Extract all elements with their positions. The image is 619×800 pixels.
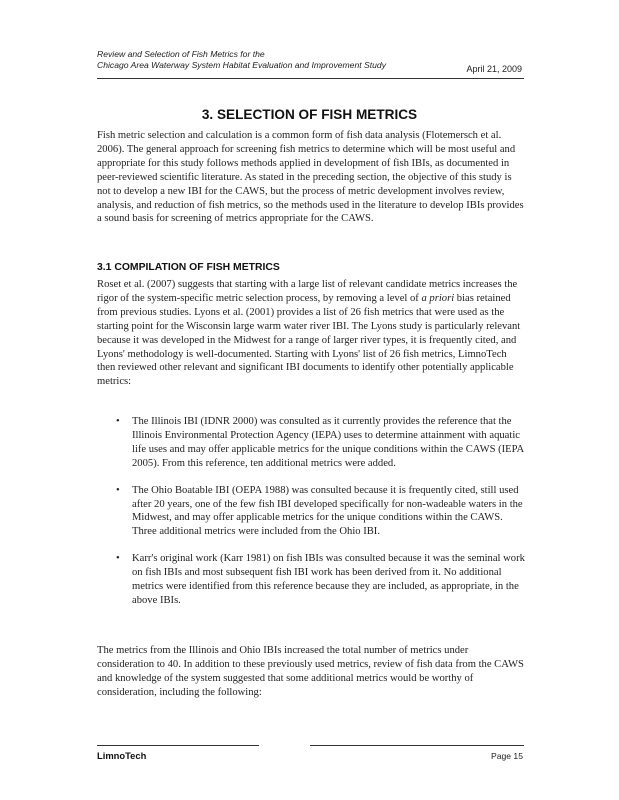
- list-item-text: The Illinois IBI (IDNR 2000) was consulted as it currently provides the reference that the Illinois Environmental Protection Agency (IEPA) uses to determine attainment with aquatic life uses and may offer applicable metrics for the unique conditions within the CAWS (IEPA 2005). From this reference, ten additional metrics were added.: [132, 416, 524, 469]
- compilation-text-start: Roset et al. (2007) suggests that starting with a large list of relevant candidate metrics increases the rigor of the system-specific metric selection process, by removing a level of: [97, 279, 518, 304]
- compilation-text-end: bias retained from previous studies. Lyons et al. (2001) provides a list of 26 fish metrics that were used as the starting point for the Wisconsin large warm water river IBI. The Lyons study is particularly relevant because it was developed in the Midwest for a range of larger river types, it is frequently cited, and Lyons' methodology is well-documented. Starting with Lyons' list of 26 fish metrics, LimnoTech then reviewed other relevant and significant IBI documents to identify other potentially applicable metrics:: [97, 292, 521, 388]
- bullet-icon: •: [116, 553, 120, 565]
- subsection-heading: 3.1 COMPILATION OF FISH METRICS: [97, 262, 280, 273]
- footer-company: LimnoTech: [97, 750, 147, 761]
- reference-ibi-list: [116, 415, 526, 608]
- list-item: [116, 484, 526, 540]
- footer-divider-right: [310, 745, 524, 746]
- header-title-line-1: Review and Selection of Fish Metrics for the: [97, 49, 265, 59]
- compilation-paragraph: [97, 278, 526, 389]
- bullet-icon: •: [116, 416, 120, 427]
- page-number: Page 15: [490, 751, 523, 761]
- header-date: April 21, 2009: [466, 64, 522, 74]
- list-item: [116, 415, 526, 471]
- compilation-text-italic: a priori: [421, 292, 455, 304]
- section-title: 3. SELECTION OF FISH METRICS: [201, 107, 418, 122]
- list-item-text: The Ohio Boatable IBI (OEPA 1988) was consulted because it is frequently cited, still used after 20 years, one of the few fish IBI developed specifically for non-wadeable waters in the Midwest, and may offer applicable metrics for the unique conditions within the CAWS. Three additional metrics were included from the Ohio IBI.: [132, 484, 523, 538]
- closing-paragraph: The metrics from the Illinois and Ohio IBIs increased the total number of metrics under consideration to 40. In addition to these previously used metrics, review of fish data from the CAWS and knowledge of the system suggested that some additional metrics would be worthy of consideration, including the following:: [97, 645, 524, 698]
- header-divider: [97, 78, 524, 79]
- running-header: [97, 49, 522, 74]
- intro-paragraph: Fish metric selection and calculation is a common form of fish data analysis (Flotemersch et al. 2006). The general approach for screening fish metrics to determine which will be most useful and appropriate for this study follows methods applied in development of fish IBIs, as documented in peer-reviewed scientific literature. As stated in the preceding section, the objective of this study is not to develop a new IBI for the CAWS, but the process of metric development involves review, analysis, and reduction of fish metrics, so the methods used in the literature to develop IBIs provides a sound basis for screening of metrics appropriate for the CAWS.: [97, 130, 524, 225]
- list-item: [116, 552, 526, 608]
- header-title-line-2: Chicago Area Waterway System Habitat Evaluation and Improvement Study: [97, 60, 386, 70]
- list-item-text: Karr's original work (Karr 1981) on fish IBIs was consulted because it was the seminal work on fish IBIs and most subsequent fish IBI work has been derived from it. No additional metrics were identified from this reference because they are included, as appropriate, in the above IBIs.: [132, 553, 525, 606]
- footer-divider-left: [97, 745, 259, 746]
- bullet-icon: •: [116, 484, 120, 496]
